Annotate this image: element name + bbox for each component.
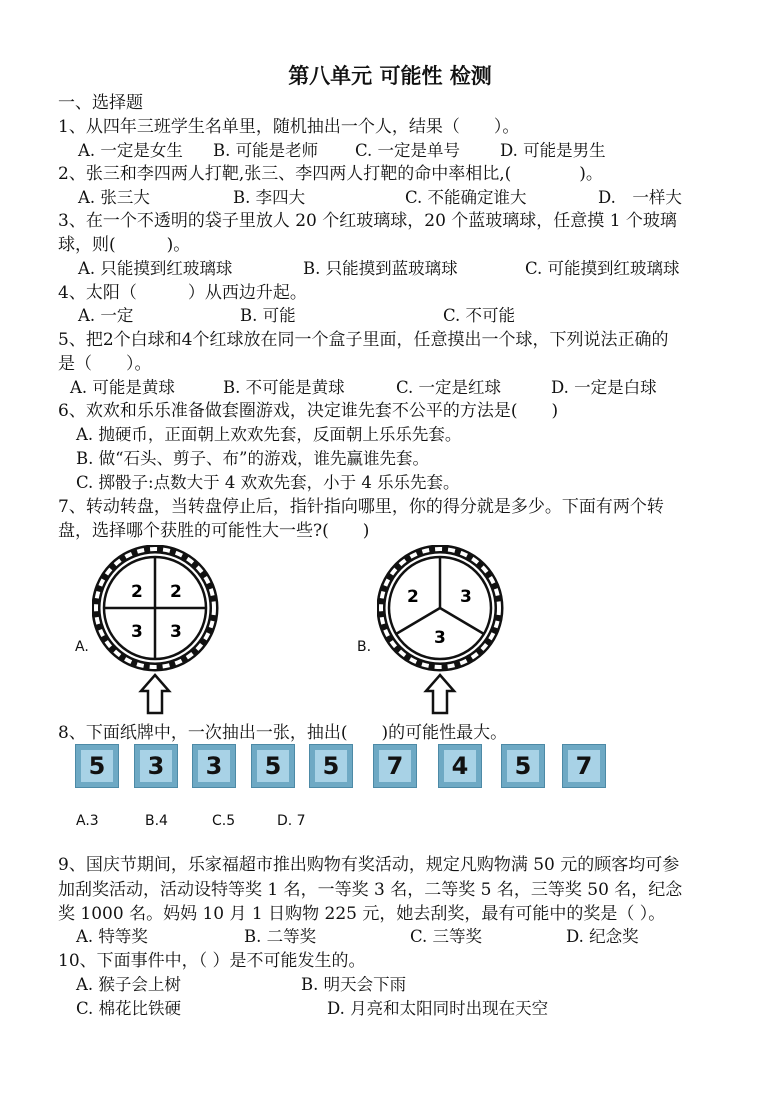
spinner-b-sector-3: 3 [434, 628, 446, 648]
q5-option-b: B. 不可能是黄球 [223, 378, 345, 397]
page-title: 第八单元 可能性 检测 [288, 64, 492, 88]
q5-option-c: C. 一定是红球 [396, 378, 502, 397]
q9-option-d: D. 纪念奖 [566, 927, 639, 946]
question-6-stem: 6、欢欢和乐乐准备做套圈游戏，决定谁先套不公平的方法是( ) [58, 401, 559, 421]
question-8-stem: 8、下面纸牌中，一次抽出一张，抽出( )的可能性最大。 [58, 723, 508, 743]
question-3-stem-line1: 3、在一个不透明的袋子里放人 20 个红玻璃球，20 个蓝玻璃球，任意摸 1 个玻璃 [58, 211, 677, 231]
card-6 [373, 744, 417, 788]
card-7-number: 4 [444, 750, 476, 782]
question-3-stem-line2: 球，则( )。 [58, 235, 191, 255]
q5-option-d: D. 一定是白球 [551, 378, 657, 397]
question-9-stem-line2: 加刮奖活动，活动设特等奖 1 名，一等奖 3 名，二等奖 5 名，三等奖 50 名，纪念 [58, 880, 683, 900]
q5-option-a: A. 可能是黄球 [70, 378, 175, 397]
card-8-number: 5 [507, 750, 539, 782]
q2-option-d: D. 一样大 [598, 188, 682, 207]
spinner-a-sector-3: 3 [131, 622, 143, 642]
card-3 [192, 744, 236, 788]
q3-option-b: B. 只能摸到蓝玻璃球 [303, 259, 458, 278]
q1-option-c: C. 一定是单号 [355, 141, 461, 160]
card-7 [438, 744, 482, 788]
card-4 [251, 744, 295, 788]
question-9-stem-line1: 9、国庆节期间，乐家福超市推出购物有奖活动，规定凡购物满 50 元的顾客均可参 [58, 855, 680, 875]
q6-option-a: A. 抛硬币，正面朝上欢欢先套，反面朝上乐乐先套。 [76, 425, 462, 444]
question-1-stem: 1、从四年三班学生名单里，随机抽出一个人，结果（ ）。 [58, 117, 520, 137]
question-10-stem: 10、下面事件中，（ ）是不可能发生的。 [58, 951, 366, 971]
question-2-stem: 2、张三和李四两人打靶,张三、李四两人打靶的命中率相比,( )。 [58, 164, 603, 184]
q3-option-c: C. 可能摸到红玻璃球 [525, 259, 680, 278]
question-4-stem: 4、太阳（ ）从西边升起。 [58, 283, 307, 303]
q10-option-d: D. 月亮和太阳同时出现在天空 [327, 999, 549, 1018]
q10-option-a: A. 猴子会上树 [76, 975, 181, 994]
card-1 [75, 744, 119, 788]
spinner-b-arrow-icon [426, 675, 454, 713]
spinner-a-sector-4: 3 [170, 622, 182, 642]
q8-option-d: D. 7 [277, 813, 306, 829]
card-9 [562, 744, 606, 788]
q3-option-a: A. 只能摸到红玻璃球 [78, 259, 233, 278]
q4-option-b: B. 可能 [240, 306, 296, 325]
spinner-b-sector-2: 3 [460, 587, 472, 607]
spinner-a-sector-2: 2 [170, 582, 182, 602]
q1-option-b: B. 可能是老师 [213, 141, 319, 160]
q8-option-b: B.4 [145, 813, 168, 829]
card-2-number: 3 [140, 750, 172, 782]
spinner-b [377, 545, 513, 725]
q8-option-a: A.3 [76, 813, 99, 829]
card-1-number: 5 [81, 750, 113, 782]
q10-option-b: B. 明天会下雨 [301, 975, 407, 994]
q9-option-c: C. 三等奖 [410, 927, 483, 946]
q6-option-b: B. 做“石头、剪子、布”的游戏，谁先赢谁先套。 [76, 449, 429, 468]
q1-option-d: D. 可能是男生 [500, 141, 606, 160]
question-7-stem-line1: 7、转动转盘，当转盘停止后，指针指向哪里，你的得分就是多少。下面有两个转 [58, 497, 664, 517]
card-3-number: 3 [198, 750, 230, 782]
spinner-a-arrow-icon [141, 675, 169, 713]
q10-option-c: C. 棉花比铁硬 [76, 999, 182, 1018]
section-heading: 一、选择题 [58, 93, 143, 113]
q1-option-a: A. 一定是女生 [78, 141, 183, 160]
spinner-b-label: B. [357, 639, 372, 655]
question-5-stem-line2: 是（ ）。 [58, 354, 152, 374]
spinner-a-label: A. [75, 639, 89, 655]
q2-option-a: A. 张三大 [78, 188, 150, 207]
q4-option-a: A. 一定 [78, 306, 134, 325]
card-4-number: 5 [257, 750, 289, 782]
card-8 [501, 744, 545, 788]
card-6-number: 7 [379, 750, 411, 782]
q9-option-b: B. 二等奖 [244, 927, 317, 946]
spinner-a-sector-1: 2 [131, 582, 143, 602]
question-5-stem-line1: 5、把2个白球和4个红球放在同一个盒子里面，任意摸出一个球，下列说法正确的 [58, 330, 669, 350]
question-7-stem-line2: 盘，选择哪个获胜的可能性大一些?( ) [58, 521, 370, 541]
card-2 [134, 744, 178, 788]
q9-option-a: A. 特等奖 [76, 927, 148, 946]
q2-option-b: B. 李四大 [233, 188, 306, 207]
spinner-b-sector-1: 2 [407, 587, 419, 607]
q6-option-c: C. 掷骰子:点数大于 4 欢欢先套，小于 4 乐乐先套。 [76, 473, 460, 492]
q8-option-c: C.5 [212, 813, 236, 829]
q4-option-c: C. 不可能 [443, 306, 516, 325]
card-9-number: 7 [568, 750, 600, 782]
card-5-number: 5 [315, 750, 347, 782]
card-5 [309, 744, 353, 788]
question-9-stem-line3: 奖 1000 名。妈妈 10 月 1 日购物 225 元，她去刮奖，最有可能中的奖是（ ）。 [58, 904, 666, 924]
q2-option-c: C. 不能确定谁大 [405, 188, 527, 207]
spinner-a [92, 545, 228, 725]
